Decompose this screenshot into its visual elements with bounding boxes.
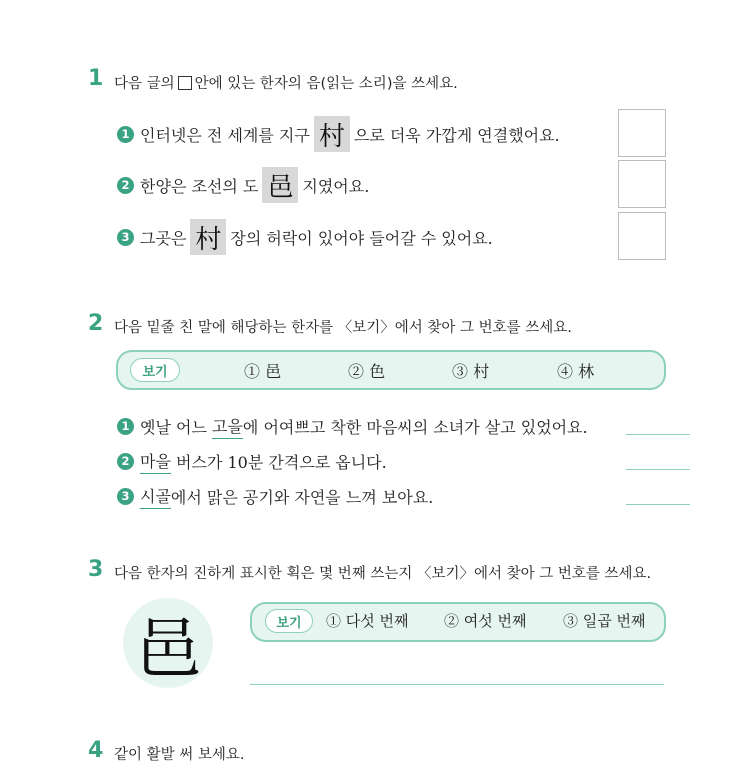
- bogi-q3-option-3: ③ 일곱 번째: [563, 612, 646, 630]
- q2-item-3: [117, 484, 433, 508]
- question-3-instruction: 다음 한자의 진하게 표시한 획은 몇 번째 쓰는지 〈보기〉에서 찾아 그 번호를 쓰세요.: [114, 566, 652, 582]
- q2-item-1: [117, 414, 588, 438]
- q2-item-2: [117, 449, 387, 473]
- instruction-after: 안에 있는 한자의 음(읽는 소리)을 쓰세요.: [194, 76, 458, 92]
- question-3-number: 3: [88, 557, 104, 582]
- item-number-badge: 2: [117, 453, 134, 470]
- question-1-instruction: [114, 72, 458, 93]
- answer-line-1[interactable]: [626, 434, 690, 435]
- item-number-badge: 2: [117, 177, 134, 194]
- bogi-option-3: ③ 村: [452, 362, 490, 381]
- item-text-after: 버스가 10분 간격으로 옵니다.: [170, 452, 387, 472]
- hanja-highlight: 邑: [262, 167, 298, 203]
- item-text-after: 으로 더욱 가깝게 연결했어요.: [353, 125, 560, 145]
- q1-item-3: [117, 218, 493, 256]
- q1-item-2: [117, 166, 369, 204]
- answer-box-2[interactable]: [618, 160, 666, 208]
- bogi-q3-option-1: ① 다섯 번째: [326, 612, 409, 630]
- item-text-before: 옛날 어느: [140, 417, 212, 437]
- item-text-before: 한양은 조선의 도: [140, 176, 259, 196]
- answer-line-q3[interactable]: [250, 684, 664, 685]
- item-text-after: 장의 허락이 있어야 들어갈 수 있어요.: [230, 228, 493, 248]
- question-2-number: 2: [88, 311, 104, 336]
- item-text-before: 그곳은: [140, 228, 187, 248]
- item-number-badge: 3: [117, 488, 134, 505]
- item-number-badge: 1: [117, 418, 134, 435]
- question-2-instruction: 다음 밑줄 친 말에 해당하는 한자를 〈보기〉에서 찾아 그 번호를 쓰세요.: [114, 320, 572, 336]
- q1-item-1: [117, 115, 560, 153]
- question-4-number: 4: [88, 738, 104, 763]
- answer-line-2[interactable]: [626, 469, 690, 470]
- answer-box-1[interactable]: [618, 109, 666, 157]
- item-number-badge: 1: [117, 126, 134, 143]
- item-text-before: 인터넷은 전 세계를 지구: [140, 125, 310, 145]
- hanja-highlight: 村: [314, 116, 350, 152]
- bogi-option-4: ④ 林: [557, 362, 595, 381]
- hanja-highlight: 村: [190, 219, 226, 255]
- bogi-label-q3: 보기: [265, 609, 313, 633]
- item-text-after: 에 어여쁘고 착한 마음씨의 소녀가 살고 있었어요.: [242, 417, 588, 437]
- question-4-instruction: 같이 활발 써 보세요.: [114, 747, 245, 763]
- underlined-word: 마을: [140, 449, 171, 474]
- question-1-number: 1: [88, 66, 104, 91]
- item-text-after: 지였어요.: [302, 176, 370, 196]
- bogi-q3-option-2: ② 여섯 번째: [444, 612, 527, 630]
- blank-box-icon: [178, 76, 192, 90]
- bogi-option-2: ② 色: [348, 362, 386, 381]
- answer-line-3[interactable]: [626, 504, 690, 505]
- item-number-badge: 3: [117, 229, 134, 246]
- item-text-after: 에서 맑은 공기와 자연을 느껴 보아요.: [170, 487, 434, 507]
- instruction-before: 다음 글의: [114, 76, 175, 92]
- answer-box-3[interactable]: [618, 212, 666, 260]
- bogi-option-1: ① 邑: [244, 362, 282, 381]
- underlined-word: 고을: [212, 414, 243, 439]
- hanja-stroke-circle: 邑: [123, 598, 213, 688]
- bogi-label: 보기: [130, 358, 180, 382]
- underlined-word: 시골: [140, 484, 171, 509]
